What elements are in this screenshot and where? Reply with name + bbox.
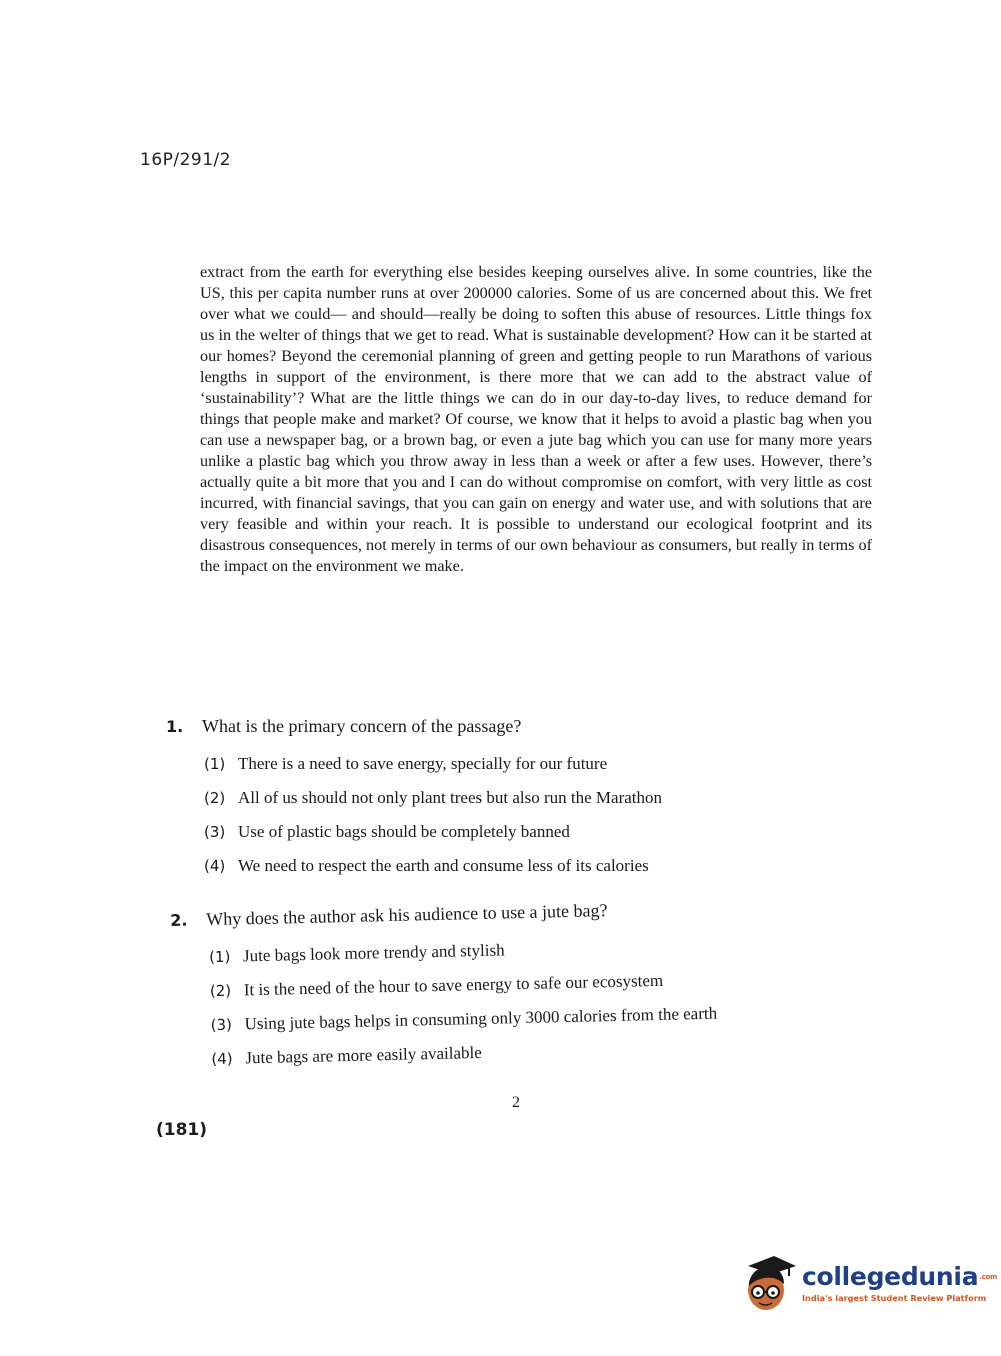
option-list bbox=[204, 747, 846, 883]
question-1 bbox=[166, 716, 846, 883]
brand-domain-suffix: .com bbox=[979, 1273, 997, 1281]
reading-passage: extract from the earth for everything else besides keeping ourselves alive. In some countries, like the US, this per capita number runs at over 200000 calories. Some of us are concerned about this. We fret over what we could— and should—really be doing to soften this abuse of resources. Little things fox us in the welter of things that we get to read. What is sustainable development? How can it be started at our homes? Beyond the ceremonial planning of green and getting people to run Marathons of various lengths in support of the environment, is there more that we can add to the abstract value of ‘sustainability’? What are the little things we can do in our day-to-day lives, to reduce demand for things that people make and market? Of course, we know that it helps to avoid a plastic bag when you can use a newspaper bag, or a brown bag, or even a jute bag which you can use for many more years unlike a plastic bag which you throw away in less than a week or after a few uses. However, there’s actually quite a bit more that you and I can do without compromise on comfort, with very little as cost incurred, with financial savings, that you can gain on energy and water use, and with solutions that are very feasible and within your reach. It is possible to understand our ecological footprint and its disastrous consequences, not merely in terms of our own behaviour as consumers, but really in terms of the impact on the environment we make. bbox=[200, 263, 872, 575]
option-list bbox=[209, 925, 874, 1076]
brand-text bbox=[802, 1263, 997, 1303]
brand-name bbox=[802, 1263, 997, 1291]
mascot-logo-icon bbox=[740, 1252, 798, 1314]
option-2 bbox=[204, 781, 846, 815]
question-number: 1. bbox=[166, 717, 184, 736]
option-number: (2) bbox=[204, 789, 226, 807]
option-number: (4) bbox=[211, 1049, 233, 1069]
option-text: Use of plastic bags should be completely banned bbox=[238, 822, 570, 841]
question-number: 2. bbox=[170, 910, 188, 930]
option-number: (1) bbox=[204, 755, 226, 773]
option-4 bbox=[204, 849, 846, 883]
option-1 bbox=[204, 747, 846, 781]
brand-name-text: collegedunia bbox=[802, 1262, 979, 1291]
option-text: There is a need to save energy, specially for our future bbox=[238, 754, 608, 773]
collegedunia-watermark bbox=[740, 1248, 997, 1318]
option-number: (4) bbox=[204, 857, 226, 875]
question-text: Why does the author ask his audience to use a jute bag? bbox=[205, 900, 608, 930]
option-text: It is the need of the hour to save energy to safe our ecosystem bbox=[243, 970, 664, 1000]
option-number: (1) bbox=[208, 947, 231, 967]
option-number: (3) bbox=[210, 1015, 233, 1035]
option-text: Using jute bags helps in consuming only 3000 calories from the earth bbox=[244, 1003, 718, 1034]
question-2 bbox=[170, 894, 874, 1077]
option-text: We need to respect the earth and consume less of its calories bbox=[238, 856, 649, 875]
paper-code: (181) bbox=[156, 1120, 208, 1140]
option-text: All of us should not only plant trees but also run the Marathon bbox=[238, 788, 662, 807]
option-text: Jute bags look more trendy and stylish bbox=[242, 940, 505, 966]
option-text: Jute bags are more easily available bbox=[245, 1042, 483, 1068]
option-3 bbox=[204, 815, 846, 849]
page-number: 2 bbox=[512, 1094, 520, 1111]
option-number: (2) bbox=[209, 981, 232, 1001]
brand-tagline: India's largest Student Review Platform bbox=[802, 1293, 987, 1303]
paper-series-code: 16P/291/2 bbox=[140, 150, 232, 170]
question-text: What is the primary concern of the passage? bbox=[202, 716, 522, 736]
option-number: (3) bbox=[204, 823, 226, 841]
